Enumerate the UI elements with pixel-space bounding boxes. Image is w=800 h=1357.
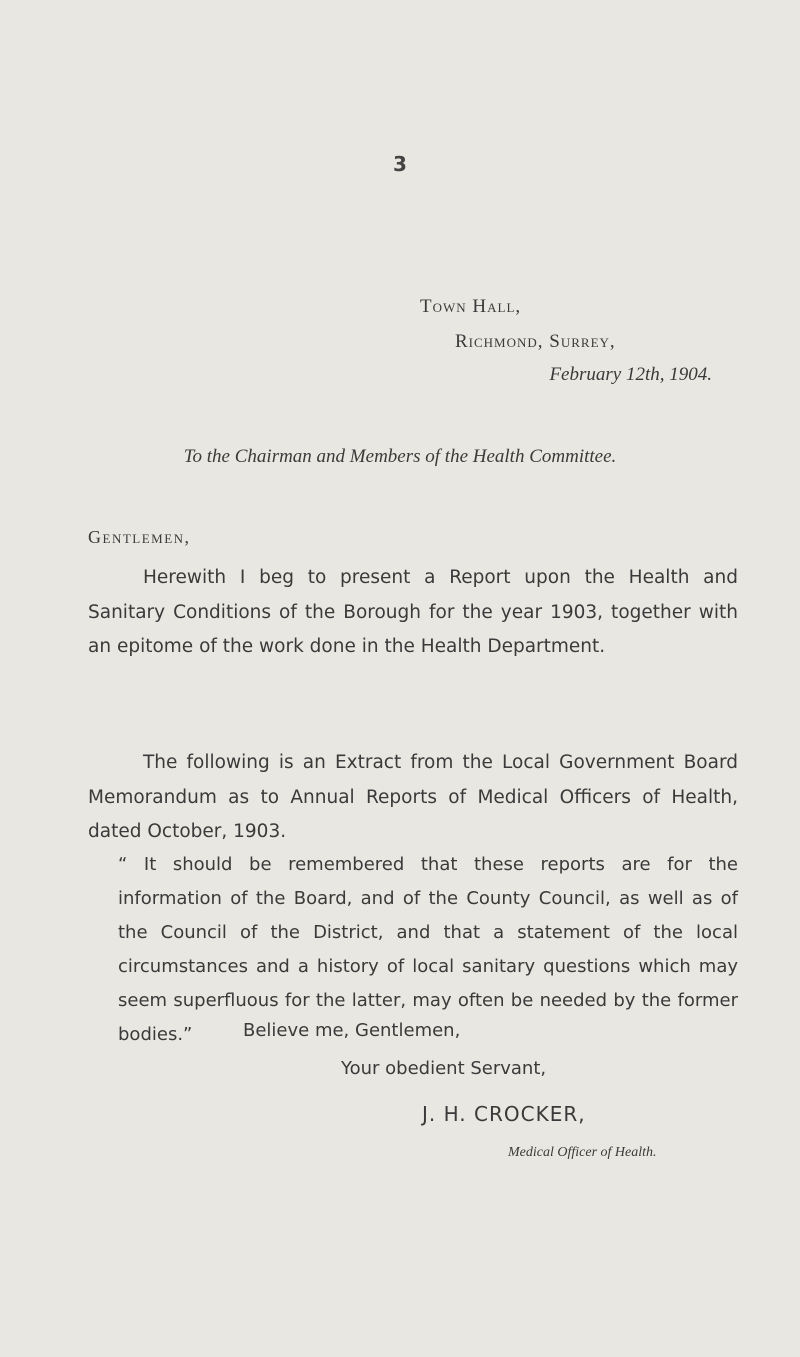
signature-name: J. H. CROCKER, <box>422 1102 586 1126</box>
page-number: 3 <box>393 152 407 176</box>
address-line-town-hall: Town Hall, <box>420 296 522 317</box>
closing-line-servant: Your obedient Servant, <box>341 1058 547 1079</box>
body-paragraph-report: Herewith I beg to present a Report upon the Health and Sanitary Conditions of the Borough for the year 1903, together with an epitome of the work done in the Health Department. <box>88 567 738 657</box>
signature-title: Medical Officer of Health. <box>508 1145 657 1160</box>
letter-date: February 12th, 1904. <box>549 364 712 385</box>
addressee-line: To the Chairman and Members of the Health Committee. <box>183 446 617 467</box>
closing-line-believe: Believe me, Gentlemen, <box>243 1020 461 1041</box>
body-paragraph-extract: The following is an Extract from the Local Government Board Memorandum as to Annual Reports of Medical Officers of Health, dated October, 1903. <box>88 752 738 842</box>
salutation: Gentlemen, <box>88 527 191 547</box>
address-line-richmond: Richmond, Surrey, <box>455 331 616 352</box>
memorandum-quote: “ It should be remembered that these reports are for the information of the Board, and of the County Council, as well as of the Council of the District, and that a statement of the local circumstances and a history of local sanitary questions which may seem superfluous for the latter, may often be needed by the former bodies.” <box>118 854 738 1045</box>
